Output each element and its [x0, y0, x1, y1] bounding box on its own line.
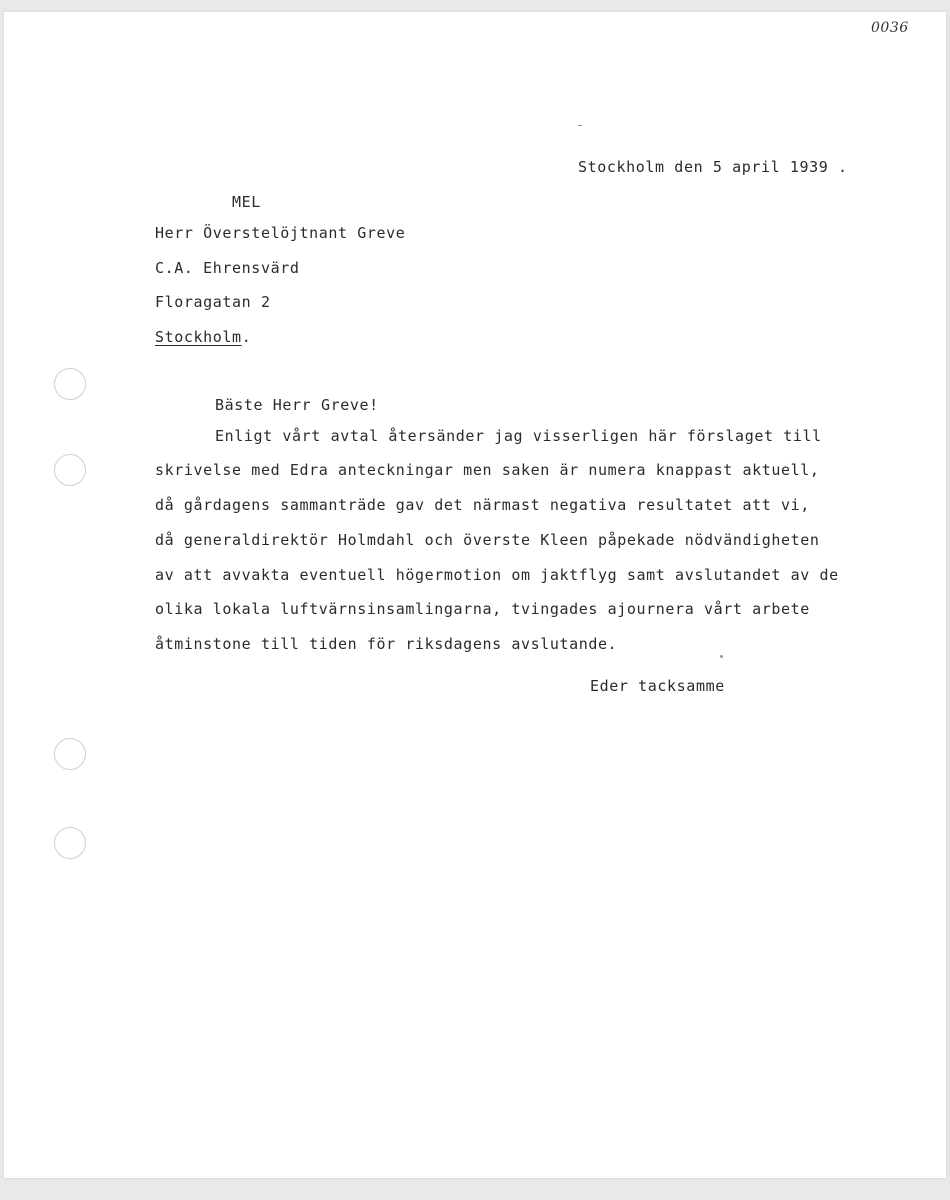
body-line: av att avvakta eventuell högermotion om jaktflyg samt avslutandet av de [155, 566, 839, 584]
letter-page [4, 12, 946, 1178]
archive-number: 0036 [871, 20, 909, 36]
body-line: då gårdagens sammanträde gav det närmast negativa resultatet att vi, [155, 496, 810, 514]
recipient-city-period: . [241, 328, 252, 346]
recipient-name: C.A. Ehrensvärd [155, 259, 300, 277]
closing: Eder tacksamme [590, 677, 725, 695]
recipient-street: Floragatan 2 [155, 293, 271, 311]
punch-hole [54, 738, 86, 770]
punch-hole [54, 454, 86, 486]
body-line: skrivelse med Edra anteckningar men saken är numera knappast aktuell, [155, 461, 820, 479]
reference-initials: MEL [232, 193, 261, 211]
date-line: Stockholm den 5 april 1939 . [578, 158, 848, 176]
paper-speck [720, 655, 723, 658]
body-line: Enligt vårt avtal återsänder jag visserligen här förslaget till [215, 427, 822, 445]
body-line: olika lokala luftvärnsinsamlingarna, tvingades ajournera vårt arbete [155, 600, 810, 618]
body-line: åtminstone till tiden för riksdagens avslutande. [155, 635, 618, 653]
punch-hole [54, 827, 86, 859]
punch-hole [54, 368, 86, 400]
recipient-city-line [155, 328, 251, 346]
recipient-city: Stockholm [155, 328, 242, 346]
body-line: då generaldirektör Holmdahl och överste Kleen påpekade nödvändigheten [155, 531, 820, 549]
salutation: Bäste Herr Greve! [215, 396, 379, 414]
paper-speck [578, 125, 582, 126]
recipient-title: Herr Överstelöjtnant Greve [155, 224, 406, 242]
